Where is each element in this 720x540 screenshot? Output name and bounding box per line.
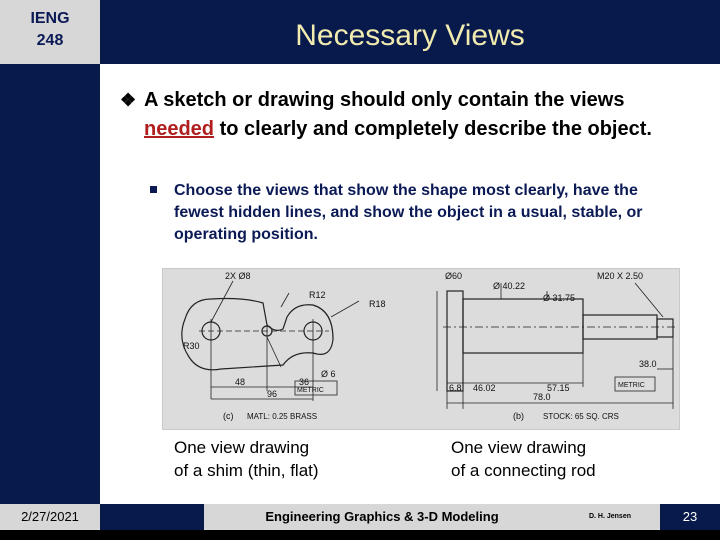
shim-label-r12: R12 <box>309 290 326 300</box>
main-text-end: to clearly and completely describe the object. <box>214 118 652 140</box>
square-bullet-icon <box>150 186 157 193</box>
caption-rod-line1: One view drawing <box>451 438 587 457</box>
sub-bullet <box>150 180 690 246</box>
emphasis-word: needed <box>144 118 215 140</box>
rod-label-5715: 57.15 <box>547 383 570 393</box>
footer-date: 2/27/2021 <box>0 504 100 530</box>
footer-course-title: Engineering Graphics & 3-D Modeling <box>204 504 560 530</box>
rod-label-thread: M20 X 2.50 <box>597 271 644 281</box>
drawing-figure <box>162 268 680 430</box>
main-text-start: A sketch or drawing should only contain the views <box>144 89 625 111</box>
shim-label-material: MATL: 0.25 BRASS <box>247 412 318 421</box>
caption-shim <box>174 436 319 482</box>
rod-label-dia60: Ø60 <box>445 271 463 281</box>
rod-shaft-large <box>463 299 583 353</box>
rod-thread <box>657 319 673 337</box>
rod-label-4602: 46.02 <box>473 383 496 393</box>
shim-label-metric: METRIC <box>297 387 324 394</box>
rod-label-dia40: Ø 40.22 <box>493 281 526 291</box>
rod-label-metric: METRIC <box>618 382 645 389</box>
caption-rod <box>451 436 596 482</box>
sub-bullet-text: Choose the views that show the shape most clearly, have the fewest hidden lines, and show the object in a usual, stable, or operating position. <box>174 182 643 243</box>
course-badge <box>0 0 100 64</box>
shim-label-r30: R30 <box>183 341 200 351</box>
footer-bottom-strip <box>0 530 720 540</box>
page-number: 23 <box>682 509 698 524</box>
shim-label-r18: R18 <box>369 299 386 309</box>
rod-label-stock: STOCK: 65 SQ. CRS <box>543 412 619 421</box>
main-bullet-text <box>144 86 700 144</box>
main-bullet <box>120 86 700 144</box>
shim-label-dia6: Ø 6 <box>321 369 336 379</box>
shim-label-view: (c) <box>223 411 234 421</box>
footer-author: D. H. Jensen <box>560 504 660 530</box>
slide-title: Necessary Views <box>295 19 525 52</box>
rod-label-dia31: Ø 31.75 <box>543 293 576 303</box>
rod-label-380: 38.0 <box>639 359 657 369</box>
course-number: 248 <box>36 32 64 49</box>
shim-label-96: 96 <box>267 389 278 399</box>
caption-shim-line1: One view drawing <box>174 438 310 457</box>
course-code: IENG <box>30 10 70 27</box>
shim-label-2x-dia: 2X Ø8 <box>225 271 251 281</box>
shim-label-48: 48 <box>235 377 246 387</box>
rod-label-view: (b) <box>513 411 524 421</box>
rod-label-780: 78.0 <box>533 392 551 402</box>
shim-drawing <box>182 281 359 401</box>
left-sidebar <box>0 64 100 504</box>
bullet-marker-icon: ❖ <box>120 90 137 110</box>
caption-rod-line2: of a connecting rod <box>451 461 596 480</box>
shim-label-36: 36 <box>299 377 310 387</box>
rod-head <box>447 291 463 391</box>
shim-labels <box>183 271 386 421</box>
rod-label-68: 6.8 <box>449 383 462 393</box>
rod-labels <box>445 271 657 421</box>
caption-shim-line2: of a shim (thin, flat) <box>174 461 319 480</box>
shim-outline <box>182 299 333 370</box>
